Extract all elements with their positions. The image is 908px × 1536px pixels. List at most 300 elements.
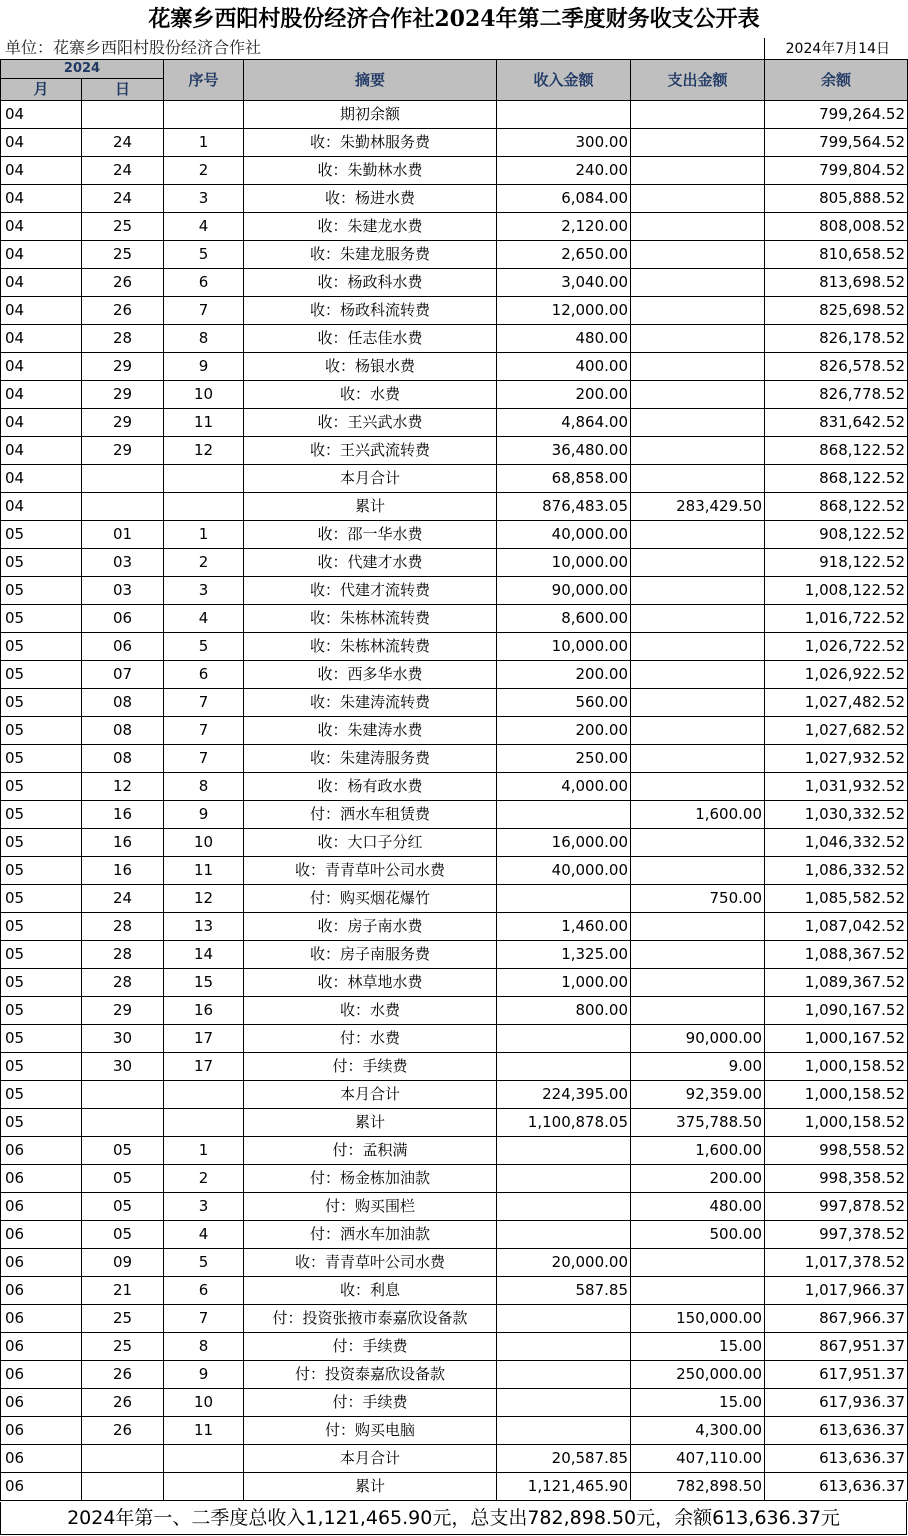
seq-cell: 11 — [164, 857, 244, 885]
day-cell: 28 — [82, 913, 164, 941]
seq-cell: 9 — [164, 801, 244, 829]
table-row — [1, 241, 908, 269]
table-row — [1, 577, 908, 605]
seq-cell: 11 — [164, 1417, 244, 1445]
table-row — [1, 661, 908, 689]
income-cell — [497, 1361, 631, 1389]
day-cell: 06 — [82, 605, 164, 633]
seq-cell: 7 — [164, 1305, 244, 1333]
balance-cell: 1,000,158.52 — [765, 1053, 908, 1081]
table-row — [1, 1277, 908, 1305]
expense-cell — [631, 773, 765, 801]
month-cell: 05 — [1, 633, 82, 661]
month-cell: 04 — [1, 213, 82, 241]
balance-cell: 1,085,582.52 — [765, 885, 908, 913]
income-cell — [497, 1053, 631, 1081]
expense-cell: 1,600.00 — [631, 1137, 765, 1165]
day-cell: 29 — [82, 353, 164, 381]
month-cell: 05 — [1, 885, 82, 913]
expense-cell — [631, 157, 765, 185]
income-cell: 3,040.00 — [497, 269, 631, 297]
month-cell: 06 — [1, 1305, 82, 1333]
summary-cell: 累计 — [244, 1109, 497, 1137]
quarter-summary: 2024年第一、二季度总收入1,121,465.90元，总支出782,898.50元，余额613,636.37元 — [0, 1502, 907, 1535]
summary-cell: 付：杨金栋加油款 — [244, 1165, 497, 1193]
table-row — [1, 717, 908, 745]
table-row — [1, 969, 908, 997]
seq-cell: 10 — [164, 829, 244, 857]
expense-cell: 92,359.00 — [631, 1081, 765, 1109]
summary-cell: 本月合计 — [244, 1081, 497, 1109]
summary-cell: 收：杨银水费 — [244, 353, 497, 381]
income-cell — [497, 1389, 631, 1417]
month-cell: 06 — [1, 1445, 82, 1473]
day-cell: 05 — [82, 1193, 164, 1221]
day-cell: 03 — [82, 577, 164, 605]
summary-cell: 收：朱栋林流转费 — [244, 605, 497, 633]
table-row — [1, 185, 908, 213]
income-cell: 12,000.00 — [497, 297, 631, 325]
income-cell: 1,325.00 — [497, 941, 631, 969]
summary-cell: 收：青青草叶公司水费 — [244, 1249, 497, 1277]
summary-cell: 收：朱建龙水费 — [244, 213, 497, 241]
table-row — [1, 269, 908, 297]
seq-cell: 3 — [164, 185, 244, 213]
day-cell — [82, 1081, 164, 1109]
report-date: 2024年7月14日 — [785, 41, 890, 57]
summary-cell: 付：投资张掖市泰嘉欣设备款 — [244, 1305, 497, 1333]
summary-cell: 累计 — [244, 493, 497, 521]
month-cell: 04 — [1, 409, 82, 437]
table-row — [1, 605, 908, 633]
table-row — [1, 1249, 908, 1277]
income-cell: 6,084.00 — [497, 185, 631, 213]
seq-cell: 15 — [164, 969, 244, 997]
table-row — [1, 1361, 908, 1389]
seq-cell: 6 — [164, 661, 244, 689]
balance-cell: 617,951.37 — [765, 1361, 908, 1389]
day-cell: 28 — [82, 325, 164, 353]
day-cell: 26 — [82, 1417, 164, 1445]
income-cell — [497, 1165, 631, 1193]
month-cell: 04 — [1, 353, 82, 381]
seq-cell: 11 — [164, 409, 244, 437]
balance-cell: 799,564.52 — [765, 129, 908, 157]
table-row — [1, 157, 908, 185]
month-cell: 06 — [1, 1165, 82, 1193]
table-row — [1, 1305, 908, 1333]
day-cell: 26 — [82, 297, 164, 325]
income-cell — [497, 1305, 631, 1333]
expense-cell — [631, 437, 765, 465]
balance-cell: 868,122.52 — [765, 437, 908, 465]
table-row — [1, 997, 908, 1025]
expense-cell: 90,000.00 — [631, 1025, 765, 1053]
balance-cell: 867,951.37 — [765, 1333, 908, 1361]
balance-cell: 997,878.52 — [765, 1193, 908, 1221]
balance-cell: 826,778.52 — [765, 381, 908, 409]
day-cell: 07 — [82, 661, 164, 689]
summary-cell: 收：朱建涛流转费 — [244, 689, 497, 717]
day-cell: 29 — [82, 409, 164, 437]
table-row — [1, 913, 908, 941]
expense-cell — [631, 213, 765, 241]
balance-cell: 868,122.52 — [765, 493, 908, 521]
balance-cell: 1,000,158.52 — [765, 1081, 908, 1109]
seq-cell — [164, 1473, 244, 1501]
year-header: 2024 — [1, 60, 164, 79]
summary-cell: 付：购买围栏 — [244, 1193, 497, 1221]
month-cell: 05 — [1, 1109, 82, 1137]
table-row — [1, 297, 908, 325]
summary-cell: 收：大口子分红 — [244, 829, 497, 857]
day-cell — [82, 493, 164, 521]
income-cell: 800.00 — [497, 997, 631, 1025]
expense-cell: 4,300.00 — [631, 1417, 765, 1445]
month-cell: 04 — [1, 129, 82, 157]
balance-cell: 1,017,966.37 — [765, 1277, 908, 1305]
table-row — [1, 633, 908, 661]
day-cell: 08 — [82, 689, 164, 717]
day-cell: 06 — [82, 633, 164, 661]
balance-cell: 918,122.52 — [765, 549, 908, 577]
table-body — [1, 101, 908, 1501]
summary-cell: 收：任志佳水费 — [244, 325, 497, 353]
month-cell: 04 — [1, 269, 82, 297]
summary-cell: 收：代建才水费 — [244, 549, 497, 577]
income-cell — [497, 101, 631, 129]
day-cell — [82, 1445, 164, 1473]
income-cell: 200.00 — [497, 661, 631, 689]
seq-cell: 8 — [164, 1333, 244, 1361]
summary-cell: 收：邵一华水费 — [244, 521, 497, 549]
expense-cell: 250,000.00 — [631, 1361, 765, 1389]
income-cell — [497, 801, 631, 829]
table-row — [1, 1221, 908, 1249]
month-cell: 05 — [1, 997, 82, 1025]
seq-cell: 16 — [164, 997, 244, 1025]
income-cell: 250.00 — [497, 745, 631, 773]
table-row — [1, 857, 908, 885]
income-cell: 587.85 — [497, 1277, 631, 1305]
table-row — [1, 773, 908, 801]
table-row — [1, 409, 908, 437]
expense-cell — [631, 689, 765, 717]
income-cell — [497, 1333, 631, 1361]
summary-cell: 收：林草地水费 — [244, 969, 497, 997]
expense-cell — [631, 549, 765, 577]
table-row — [1, 213, 908, 241]
seq-cell: 14 — [164, 941, 244, 969]
table-row — [1, 1053, 908, 1081]
seq-cell: 5 — [164, 1249, 244, 1277]
day-cell — [82, 1109, 164, 1137]
month-cell: 05 — [1, 549, 82, 577]
table-row — [1, 493, 908, 521]
income-cell: 4,000.00 — [497, 773, 631, 801]
seq-cell: 12 — [164, 885, 244, 913]
balance-cell: 998,358.52 — [765, 1165, 908, 1193]
summary-cell: 本月合计 — [244, 1445, 497, 1473]
income-cell: 1,000.00 — [497, 969, 631, 997]
month-cell: 04 — [1, 493, 82, 521]
day-cell: 25 — [82, 1333, 164, 1361]
day-cell: 29 — [82, 997, 164, 1025]
summary-cell: 收：房子南水费 — [244, 913, 497, 941]
balance-header: 余额 — [765, 60, 908, 101]
summary-cell: 收：杨政科水费 — [244, 269, 497, 297]
seq-cell: 1 — [164, 1137, 244, 1165]
income-cell: 20,000.00 — [497, 1249, 631, 1277]
day-cell: 05 — [82, 1165, 164, 1193]
seq-cell: 8 — [164, 325, 244, 353]
income-cell: 224,395.00 — [497, 1081, 631, 1109]
income-cell: 300.00 — [497, 129, 631, 157]
month-cell: 04 — [1, 157, 82, 185]
month-cell: 05 — [1, 689, 82, 717]
summary-cell: 收：房子南服务费 — [244, 941, 497, 969]
seq-cell: 2 — [164, 157, 244, 185]
summary-cell: 收：朱栋林流转费 — [244, 633, 497, 661]
month-cell: 05 — [1, 605, 82, 633]
summary-cell: 收：朱建龙服务费 — [244, 241, 497, 269]
income-cell — [497, 1221, 631, 1249]
income-cell — [497, 1417, 631, 1445]
expense-cell: 782,898.50 — [631, 1473, 765, 1501]
balance-cell: 908,122.52 — [765, 521, 908, 549]
month-cell: 04 — [1, 297, 82, 325]
table-row — [1, 1193, 908, 1221]
expense-cell — [631, 857, 765, 885]
expense-cell — [631, 353, 765, 381]
month-cell: 06 — [1, 1193, 82, 1221]
seq-cell: 17 — [164, 1025, 244, 1053]
seq-cell: 10 — [164, 1389, 244, 1417]
income-cell: 200.00 — [497, 717, 631, 745]
income-cell: 8,600.00 — [497, 605, 631, 633]
balance-cell: 799,264.52 — [765, 101, 908, 129]
month-cell: 06 — [1, 1389, 82, 1417]
expense-cell — [631, 1249, 765, 1277]
seq-cell: 3 — [164, 577, 244, 605]
seq-cell: 12 — [164, 437, 244, 465]
table-row — [1, 801, 908, 829]
day-cell: 08 — [82, 717, 164, 745]
expense-cell — [631, 185, 765, 213]
summary-cell: 付：孟积满 — [244, 1137, 497, 1165]
expense-cell: 9.00 — [631, 1053, 765, 1081]
balance-cell: 613,636.37 — [765, 1473, 908, 1501]
day-cell: 24 — [82, 129, 164, 157]
table-row — [1, 885, 908, 913]
seq-cell: 4 — [164, 213, 244, 241]
seq-cell: 17 — [164, 1053, 244, 1081]
month-cell: 05 — [1, 577, 82, 605]
income-cell — [497, 1025, 631, 1053]
table-row — [1, 1473, 908, 1501]
expense-header: 支出金额 — [631, 60, 765, 101]
seq-cell: 6 — [164, 269, 244, 297]
day-cell: 26 — [82, 1389, 164, 1417]
seq-cell: 2 — [164, 1165, 244, 1193]
day-cell: 24 — [82, 157, 164, 185]
expense-cell — [631, 969, 765, 997]
summary-cell: 收：杨有政水费 — [244, 773, 497, 801]
table-row — [1, 1333, 908, 1361]
table-row — [1, 353, 908, 381]
expense-cell — [631, 941, 765, 969]
table-row — [1, 1025, 908, 1053]
table-row — [1, 745, 908, 773]
day-cell: 28 — [82, 941, 164, 969]
income-cell: 200.00 — [497, 381, 631, 409]
table-row — [1, 1137, 908, 1165]
balance-cell: 1,026,722.52 — [765, 633, 908, 661]
expense-cell — [631, 129, 765, 157]
balance-cell: 617,936.37 — [765, 1389, 908, 1417]
seq-cell — [164, 1081, 244, 1109]
expense-cell — [631, 521, 765, 549]
expense-cell: 15.00 — [631, 1333, 765, 1361]
balance-cell: 805,888.52 — [765, 185, 908, 213]
expense-cell: 375,788.50 — [631, 1109, 765, 1137]
income-cell: 2,650.00 — [497, 241, 631, 269]
summary-cell: 付：购买烟花爆竹 — [244, 885, 497, 913]
month-cell: 05 — [1, 857, 82, 885]
month-cell: 06 — [1, 1361, 82, 1389]
summary-cell: 付：洒水车租赁费 — [244, 801, 497, 829]
balance-cell: 813,698.52 — [765, 269, 908, 297]
income-cell: 40,000.00 — [497, 521, 631, 549]
day-cell: 25 — [82, 213, 164, 241]
summary-cell: 收：朱建涛水费 — [244, 717, 497, 745]
balance-cell: 1,046,332.52 — [765, 829, 908, 857]
table-row — [1, 1417, 908, 1445]
month-cell: 04 — [1, 381, 82, 409]
summary-cell: 收：杨政科流转费 — [244, 297, 497, 325]
summary-cell: 期初余额 — [244, 101, 497, 129]
seq-cell: 4 — [164, 1221, 244, 1249]
income-cell: 1,121,465.90 — [497, 1473, 631, 1501]
table-row — [1, 437, 908, 465]
expense-cell: 1,600.00 — [631, 801, 765, 829]
balance-cell: 826,578.52 — [765, 353, 908, 381]
month-cell: 06 — [1, 1417, 82, 1445]
table-row — [1, 1445, 908, 1473]
seq-cell: 13 — [164, 913, 244, 941]
summary-header: 摘要 — [244, 60, 497, 101]
expense-cell: 407,110.00 — [631, 1445, 765, 1473]
balance-cell: 1,017,378.52 — [765, 1249, 908, 1277]
income-cell: 36,480.00 — [497, 437, 631, 465]
summary-cell: 收：西多华水费 — [244, 661, 497, 689]
seq-cell: 9 — [164, 1361, 244, 1389]
balance-cell: 826,178.52 — [765, 325, 908, 353]
income-cell: 560.00 — [497, 689, 631, 717]
income-cell: 10,000.00 — [497, 633, 631, 661]
month-cell: 06 — [1, 1333, 82, 1361]
summary-cell: 付：洒水车加油款 — [244, 1221, 497, 1249]
summary-cell: 收：王兴武水费 — [244, 409, 497, 437]
seq-cell: 7 — [164, 717, 244, 745]
balance-cell: 1,087,042.52 — [765, 913, 908, 941]
table-row — [1, 381, 908, 409]
balance-cell: 825,698.52 — [765, 297, 908, 325]
day-cell: 28 — [82, 969, 164, 997]
income-cell: 480.00 — [497, 325, 631, 353]
seq-cell: 6 — [164, 1277, 244, 1305]
seq-cell — [164, 101, 244, 129]
seq-cell: 5 — [164, 241, 244, 269]
month-cell: 04 — [1, 465, 82, 493]
income-cell: 1,100,878.05 — [497, 1109, 631, 1137]
income-cell: 400.00 — [497, 353, 631, 381]
finance-table — [0, 59, 908, 1501]
month-cell: 05 — [1, 913, 82, 941]
seq-cell — [164, 1445, 244, 1473]
balance-cell: 1,086,332.52 — [765, 857, 908, 885]
balance-cell: 1,000,167.52 — [765, 1025, 908, 1053]
income-cell — [497, 1193, 631, 1221]
table-row — [1, 1081, 908, 1109]
month-cell: 05 — [1, 717, 82, 745]
month-cell: 04 — [1, 325, 82, 353]
table-row — [1, 829, 908, 857]
month-cell: 06 — [1, 1473, 82, 1501]
page-title: 花寨乡西阳村股份经济合作社2024年第二季度财务收支公开表 — [148, 6, 760, 32]
income-cell: 876,483.05 — [497, 493, 631, 521]
month-cell: 04 — [1, 101, 82, 129]
table-row — [1, 101, 908, 129]
day-header: 日 — [82, 79, 164, 101]
income-cell: 40,000.00 — [497, 857, 631, 885]
seq-cell: 10 — [164, 381, 244, 409]
day-cell: 24 — [82, 885, 164, 913]
balance-cell: 1,027,482.52 — [765, 689, 908, 717]
table-row — [1, 521, 908, 549]
date-divider — [764, 38, 765, 59]
summary-cell: 付：投资泰嘉欣设备款 — [244, 1361, 497, 1389]
seq-cell: 1 — [164, 521, 244, 549]
income-cell: 1,460.00 — [497, 913, 631, 941]
expense-cell: 500.00 — [631, 1221, 765, 1249]
expense-cell: 150,000.00 — [631, 1305, 765, 1333]
month-cell: 05 — [1, 801, 82, 829]
day-cell: 05 — [82, 1137, 164, 1165]
seq-cell: 1 — [164, 129, 244, 157]
day-cell: 01 — [82, 521, 164, 549]
month-cell: 06 — [1, 1277, 82, 1305]
seq-cell — [164, 1109, 244, 1137]
balance-cell: 1,031,932.52 — [765, 773, 908, 801]
expense-cell: 750.00 — [631, 885, 765, 913]
day-cell: 25 — [82, 1305, 164, 1333]
day-cell: 25 — [82, 241, 164, 269]
day-cell — [82, 101, 164, 129]
day-cell: 16 — [82, 801, 164, 829]
summary-cell: 收：利息 — [244, 1277, 497, 1305]
balance-cell: 1,030,332.52 — [765, 801, 908, 829]
seq-cell: 7 — [164, 297, 244, 325]
balance-cell: 799,804.52 — [765, 157, 908, 185]
month-cell: 06 — [1, 1137, 82, 1165]
day-cell — [82, 1473, 164, 1501]
day-cell: 16 — [82, 829, 164, 857]
summary-cell: 本月合计 — [244, 465, 497, 493]
balance-cell: 1,027,932.52 — [765, 745, 908, 773]
summary-cell: 付：手续费 — [244, 1333, 497, 1361]
day-cell: 03 — [82, 549, 164, 577]
